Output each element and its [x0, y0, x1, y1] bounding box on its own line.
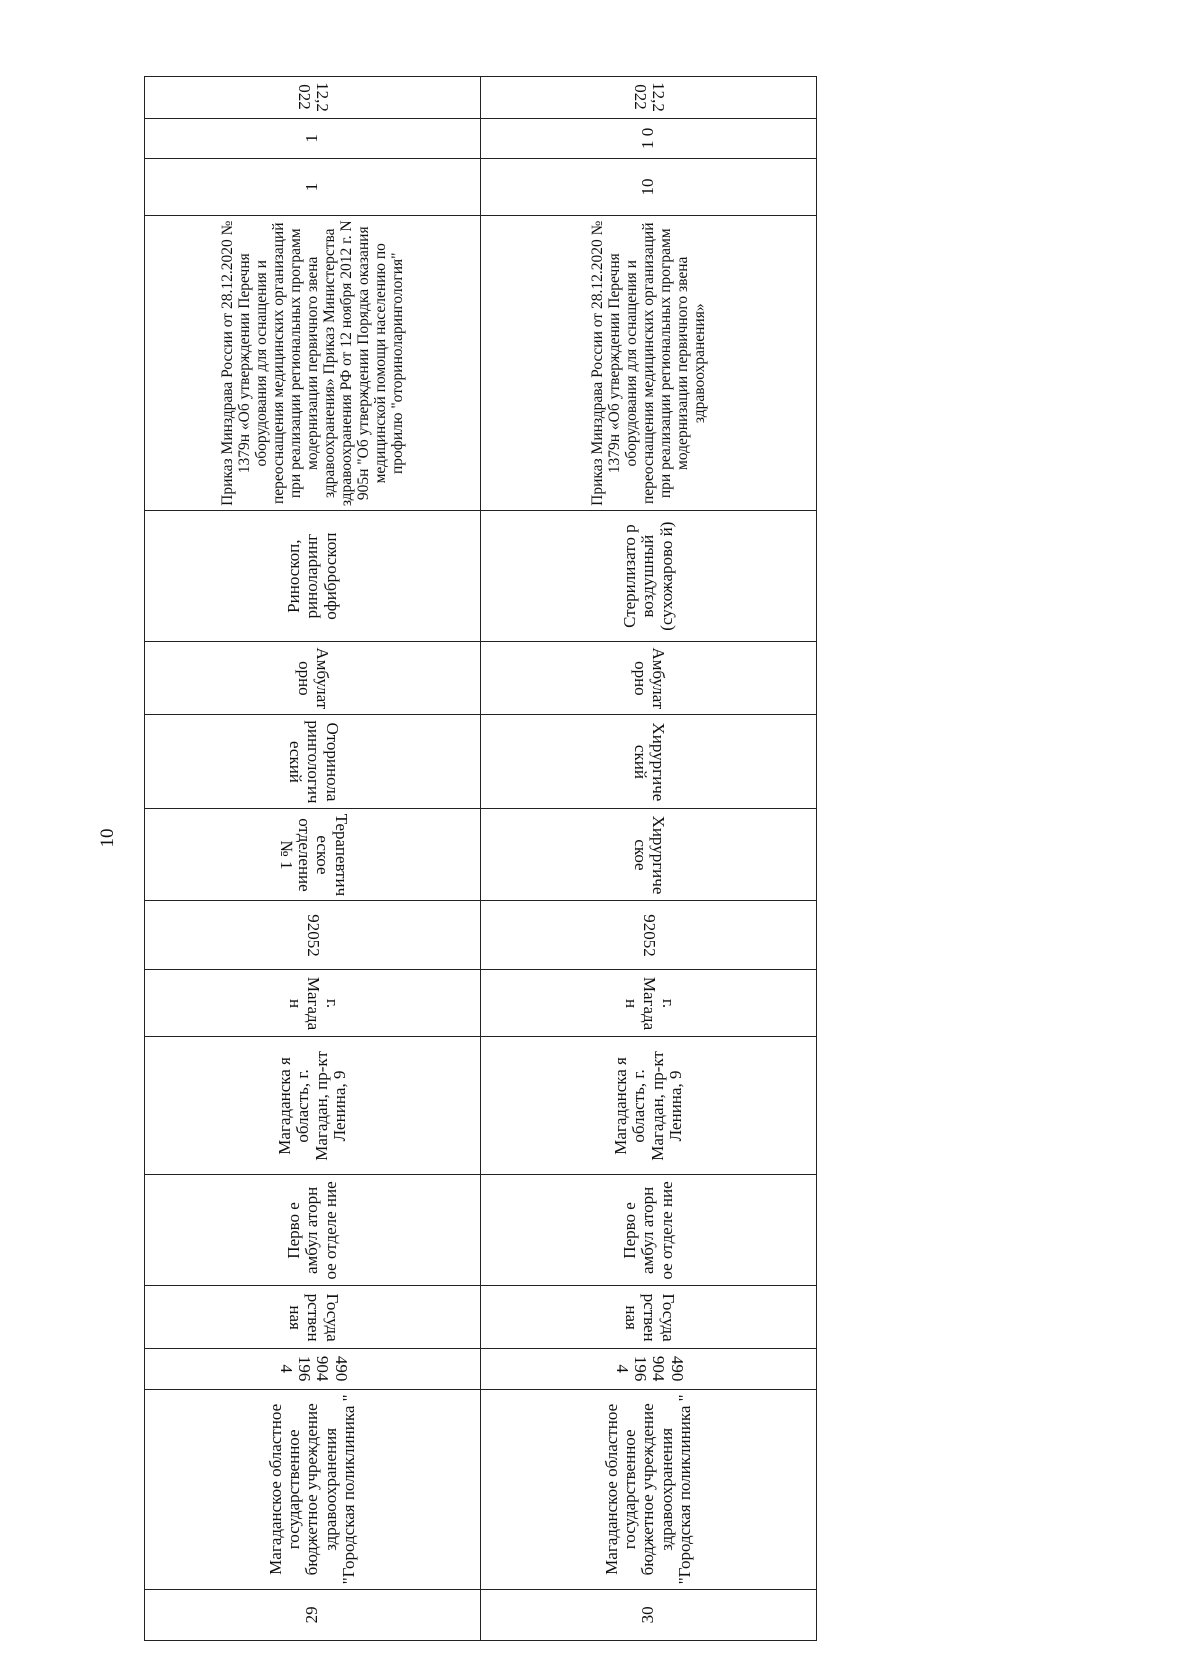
ownership-cell: Государственная [145, 1286, 481, 1349]
equipment-cell: Риноскоп, риноларинг офиброскоп [145, 511, 481, 642]
quantity-total-cell: 10 [481, 158, 817, 216]
date-cell: 12,2022 [481, 77, 817, 119]
organization-cell: Магаданское областное государственное бюджетное учреждение здравоохранения "Городская поликлиника " [145, 1389, 481, 1589]
quantity-unit-cell: 1 [145, 118, 481, 158]
legal-basis-cell: Приказ Минздрава России от 28.12.2020 № 1379н «Об утверждении Перечня оборудования для оснащения и переоснащения медицинских организаций при реализации региональных программ модернизации первичного звена здравоохранения» Приказ Министерства здравоохранения РФ от 12 ноября 2012 г. N 905н "Об утверждении Порядка оказания медицинской помощи населению по профилю "оториноларингология" [145, 216, 481, 511]
equipment-cell: Стерилизато р воздушный (сухожарово й) [481, 511, 817, 642]
city-cell: г. Магадан [145, 970, 481, 1037]
profile-cell: Хирургический [481, 715, 817, 809]
row-number-cell: 30 [481, 1589, 817, 1640]
quantity-total-cell: 1 [145, 158, 481, 216]
postcode-cell: 92052 [481, 901, 817, 970]
care-form-cell: Амбулаторно [481, 642, 817, 715]
city-cell: г. Магадан [481, 970, 817, 1037]
legal-basis-cell: Приказ Минздрава России от 28.12.2020 № 1379н «Об утверждении Перечня оборудования для оснащения и переоснащения медицинских организаций при реализации региональных программ модернизации первичного звена здравоохранения» [481, 216, 817, 511]
department-cell: Терапевтическое отделение № 1 [145, 809, 481, 901]
inn-cell: 4909041964 [145, 1349, 481, 1390]
ownership-cell: Государственная [481, 1286, 817, 1349]
page-number: 10 [97, 828, 118, 848]
postcode-cell: 92052 [145, 901, 481, 970]
subdivision-cell: Перво е амбул аторн ое отделе ние [145, 1175, 481, 1286]
quantity-unit-cell: 1 0 [481, 118, 817, 158]
equipment-table [144, 76, 816, 1641]
address-cell: Магаданска я область, г. Магадан, пр-кт Ленина, 9 [145, 1037, 481, 1175]
address-cell: Магаданска я область, г. Магадан, пр-кт Ленина, 9 [481, 1037, 817, 1175]
date-cell: 12,2022 [145, 77, 481, 119]
department-cell: Хирургическое [481, 809, 817, 901]
table-row [145, 77, 481, 1641]
profile-cell: Оториноларингологический [145, 715, 481, 809]
inn-cell: 4909041964 [481, 1349, 817, 1390]
table-row [481, 77, 817, 1641]
organization-cell: Магаданское областное государственное бюджетное учреждение здравоохранения "Городская поликлиника " [481, 1389, 817, 1589]
care-form-cell: Амбулаторно [145, 642, 481, 715]
row-number-cell: 29 [145, 1589, 481, 1640]
subdivision-cell: Перво е амбул аторн ое отделе ние [481, 1175, 817, 1286]
